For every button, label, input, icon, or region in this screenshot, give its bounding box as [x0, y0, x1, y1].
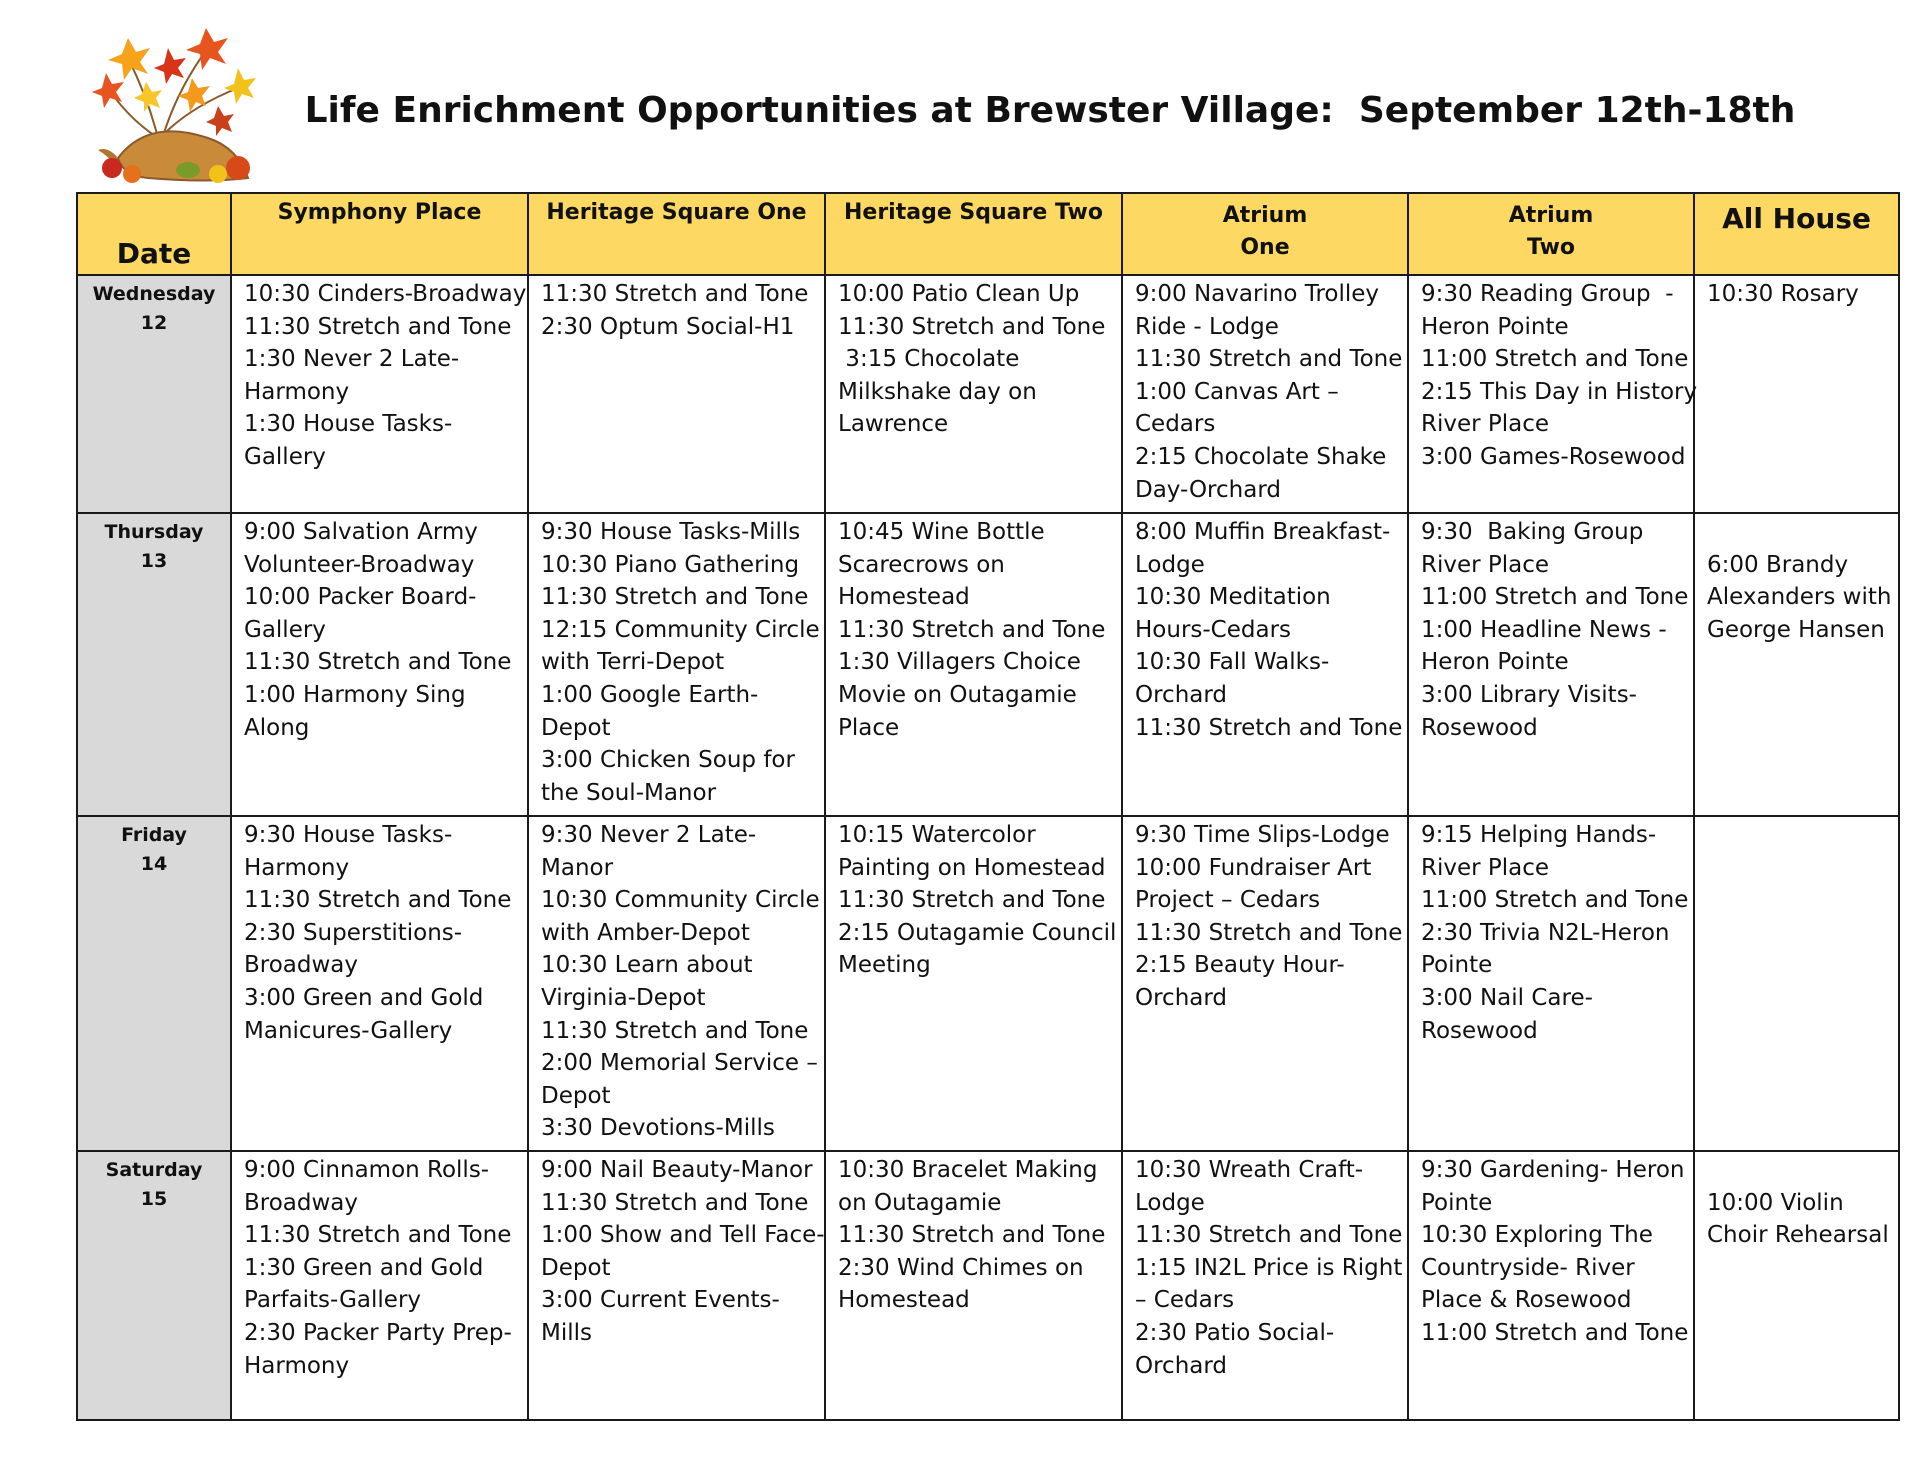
- activity-line: 2:15 Chocolate Shake: [1135, 443, 1387, 470]
- activity-line: 10:30 Cinders-Broadway: [244, 281, 527, 307]
- activity-line: 10:00 Packer Board-: [244, 584, 477, 611]
- activity-line: Milkshake day on: [838, 378, 1037, 405]
- activity-line: 11:30 Stretch and Tone: [838, 313, 1106, 340]
- table-row: [77, 513, 1899, 816]
- activity-line: Place: [838, 714, 900, 741]
- activity-line: 11:30 Stretch and Tone: [1135, 714, 1403, 741]
- activity-line: 1:30 House Tasks-: [244, 411, 453, 438]
- activity-line: 2:15 Beauty Hour-: [1135, 952, 1345, 979]
- schedule-table: [76, 192, 1900, 1421]
- activity-line: Manicures-Gallery: [244, 1017, 453, 1044]
- activity-line: 10:30 Community Circle: [541, 887, 820, 914]
- day-name: Saturday: [105, 1159, 203, 1181]
- activity-line: 2:30 Wind Chimes on: [838, 1254, 1084, 1281]
- activity-line: 11:30 Stretch and Tone: [244, 1222, 512, 1249]
- table-row: [77, 1151, 1899, 1420]
- activity-line: 8:00 Muffin Breakfast-: [1135, 519, 1391, 545]
- day-number: 12: [140, 312, 168, 334]
- activity-line: 12:15 Community Circle: [541, 616, 820, 643]
- header-symphony-place: Symphony Place: [231, 193, 528, 275]
- activity-line: Harmony: [244, 378, 350, 405]
- activity-line: Rosewood: [1421, 1017, 1538, 1044]
- schedule-cell-atrium1: [1122, 275, 1408, 513]
- activity-line: – Cedars: [1135, 1287, 1235, 1314]
- activity-line: Broadway: [244, 1189, 359, 1216]
- activity-line: Gallery: [244, 443, 326, 470]
- schedule-cell-heritage2: [825, 1151, 1122, 1420]
- activity-line: Volunteer-Broadway: [244, 551, 475, 578]
- day-number: 14: [140, 853, 168, 875]
- activity-line: 3:00 Chicken Soup for: [541, 747, 795, 774]
- activity-line: 3:00 Nail Care-: [1421, 984, 1593, 1011]
- activity-line: 10:30 Exploring The: [1421, 1222, 1653, 1249]
- activity-line: [1707, 1154, 1890, 1187]
- activity-line: Orchard: [1135, 984, 1228, 1011]
- activity-line: 3:30 Devotions-Mills: [541, 1115, 775, 1142]
- activity-line: Place & Rosewood: [1421, 1287, 1632, 1314]
- header-atrium-two: [1408, 193, 1694, 275]
- page-title: Life Enrichment Opportunities at Brewster Village: September 12th-18th: [304, 90, 1796, 131]
- schedule-cell-allhouse: [1694, 275, 1899, 513]
- header-heritage-square-two: Heritage Square Two: [825, 193, 1122, 275]
- activity-line: Manor: [541, 854, 614, 881]
- activity-line: 11:30 Stretch and Tone: [838, 887, 1106, 914]
- activity-line: 9:30 Baking Group: [1421, 519, 1644, 545]
- activity-line: Movie on Outagamie: [838, 681, 1077, 708]
- activity-line: 9:00 Cinnamon Rolls-: [244, 1157, 490, 1183]
- schedule-cell-allhouse: [1694, 513, 1899, 816]
- activity-line: Orchard: [1135, 1352, 1228, 1379]
- header-atrium-two-line2: Two: [1526, 235, 1576, 260]
- activity-line: 11:30 Stretch and Tone: [541, 584, 809, 611]
- activity-line: Harmony: [244, 1352, 350, 1379]
- activity-line: Countryside- River: [1421, 1254, 1635, 1281]
- activity-line: 1:00 Headline News -: [1421, 616, 1667, 643]
- activity-line: 11:30 Stretch and Tone: [244, 649, 512, 676]
- activity-line: 3:00 Current Events-: [541, 1287, 780, 1314]
- schedule-cell-allhouse: [1694, 1151, 1899, 1420]
- activity-line: 1:00 Google Earth-: [541, 681, 759, 708]
- activity-line: Choir Rehearsal: [1707, 1222, 1889, 1249]
- activity-line: River Place: [1421, 854, 1550, 881]
- activity-line: River Place: [1421, 411, 1550, 438]
- activity-line: Cedars: [1135, 411, 1216, 438]
- activity-line: 10:30 Learn about: [541, 952, 753, 979]
- activity-line: 2:30 Patio Social-: [1135, 1319, 1335, 1346]
- activity-line: 6:00 Brandy: [1707, 551, 1849, 578]
- activity-line: 1:00 Show and Tell Face-: [541, 1222, 825, 1249]
- activity-line: Meeting: [838, 952, 931, 979]
- activity-line: Homestead: [838, 584, 970, 611]
- schedule-cell-symphony: [231, 275, 528, 513]
- activity-line: 1:15 IN2L Price is Right: [1135, 1254, 1403, 1281]
- activity-line: 9:00 Salvation Army: [244, 519, 478, 545]
- activity-line: Lawrence: [838, 411, 949, 438]
- activity-line: 10:00 Patio Clean Up: [838, 281, 1080, 307]
- schedule-cell-heritage1: [528, 275, 825, 513]
- activity-line: 2:30 Superstitions-: [244, 919, 463, 946]
- activity-line: 1:00 Harmony Sing: [244, 681, 466, 708]
- header-atrium-one-line1: Atrium: [1222, 203, 1308, 228]
- activity-line: Mills: [541, 1319, 592, 1346]
- header-date: Date: [77, 193, 231, 275]
- activity-line: 2:30 Packer Party Prep-: [244, 1319, 512, 1346]
- activity-line: Virginia-Depot: [541, 984, 706, 1011]
- schedule-cell-atrium2: [1408, 1151, 1694, 1420]
- header-atrium-one: [1122, 193, 1408, 275]
- activity-line: 1:00 Canvas Art –: [1135, 378, 1339, 405]
- activity-line: Parfaits-Gallery: [244, 1287, 422, 1314]
- activity-line: Alexanders with: [1707, 584, 1892, 611]
- activity-line: 9:30 Gardening- Heron: [1421, 1157, 1685, 1183]
- activity-line: 11:30 Stretch and Tone: [1135, 346, 1403, 373]
- activity-line: on Outagamie: [838, 1189, 1002, 1216]
- activity-line: Day-Orchard: [1135, 476, 1281, 503]
- activity-line: 10:30 Wreath Craft-: [1135, 1157, 1364, 1183]
- activity-line: Rosewood: [1421, 714, 1538, 741]
- activity-line: 9:30 Time Slips-Lodge: [1135, 822, 1390, 848]
- activity-line: with Terri-Depot: [541, 649, 725, 676]
- activity-line: [1707, 516, 1890, 549]
- activity-line: Scarecrows on: [838, 551, 1005, 578]
- activity-line: 9:00 Nail Beauty-Manor: [541, 1157, 813, 1183]
- activity-line: 11:30 Stretch and Tone: [838, 616, 1106, 643]
- header-atrium-one-line2: One: [1240, 235, 1290, 260]
- schedule-cell-atrium1: [1122, 513, 1408, 816]
- activity-line: 11:00 Stretch and Tone: [1421, 584, 1689, 611]
- activity-line: 11:30 Stretch and Tone: [541, 281, 809, 307]
- activity-line: 11:00 Stretch and Tone: [1421, 346, 1689, 373]
- header-row: [77, 193, 1899, 275]
- day-name: Thursday: [104, 521, 204, 543]
- activity-line: 3:00 Library Visits-: [1421, 681, 1637, 708]
- activity-line: 10:00 Violin: [1707, 1189, 1844, 1216]
- activity-line: Depot: [541, 714, 611, 741]
- table-row: [77, 816, 1899, 1151]
- activity-line: the Soul-Manor: [541, 779, 717, 806]
- activity-line: Project – Cedars: [1135, 887, 1321, 914]
- activity-line: 10:30 Piano Gathering: [541, 551, 800, 578]
- activity-line: Heron Pointe: [1421, 313, 1569, 340]
- schedule-cell-atrium1: [1122, 816, 1408, 1151]
- schedule-cell-heritage2: [825, 513, 1122, 816]
- activity-line: Depot: [541, 1082, 611, 1109]
- activity-line: 11:30 Stretch and Tone: [541, 1017, 809, 1044]
- activity-line: Painting on Homestead: [838, 854, 1106, 881]
- autumn-cornucopia-icon: [88, 18, 260, 188]
- day-cell: [77, 275, 231, 513]
- activity-line: 10:30 Fall Walks-: [1135, 649, 1330, 676]
- activity-line: 9:15 Helping Hands-: [1421, 822, 1657, 848]
- schedule-cell-allhouse: [1694, 816, 1899, 1151]
- day-name: Friday: [121, 824, 187, 846]
- activity-line: Ride - Lodge: [1135, 313, 1279, 340]
- activity-line: Hours-Cedars: [1135, 616, 1292, 643]
- schedule-cell-heritage2: [825, 816, 1122, 1151]
- activity-line: 9:00 Navarino Trolley: [1135, 281, 1380, 307]
- activity-line: Pointe: [1421, 1189, 1493, 1216]
- activity-line: 2:15 This Day in History: [1421, 378, 1698, 405]
- activity-line: 3:00 Games-Rosewood: [1421, 443, 1686, 470]
- schedule-cell-atrium2: [1408, 816, 1694, 1151]
- schedule-cell-symphony: [231, 816, 528, 1151]
- day-cell: [77, 816, 231, 1151]
- activity-line: Homestead: [838, 1287, 970, 1314]
- activity-line: Pointe: [1421, 952, 1493, 979]
- activity-line: 3:00 Green and Gold: [244, 984, 484, 1011]
- day-number: 15: [140, 1188, 168, 1210]
- activity-line: with Amber-Depot: [541, 919, 750, 946]
- day-cell: [77, 513, 231, 816]
- activity-line: 3:15 Chocolate: [838, 346, 1020, 373]
- activity-line: 2:00 Memorial Service –: [541, 1050, 818, 1077]
- schedule-cell-atrium2: [1408, 513, 1694, 816]
- day-number: 13: [140, 550, 168, 572]
- table-row: [77, 275, 1899, 513]
- header-heritage-square-one: Heritage Square One: [528, 193, 825, 275]
- activity-line: 11:30 Stretch and Tone: [541, 1189, 809, 1216]
- activity-line: 1:30 Villagers Choice: [838, 649, 1081, 676]
- activity-line: 1:30 Green and Gold: [244, 1254, 484, 1281]
- activity-line: 11:30 Stretch and Tone: [1135, 1222, 1403, 1249]
- activity-line: Depot: [541, 1254, 611, 1281]
- activity-line: 10:30 Meditation: [1135, 584, 1331, 611]
- header-all-house: All House: [1694, 193, 1899, 275]
- activity-line: Along: [244, 714, 310, 741]
- schedule-cell-heritage1: [528, 816, 825, 1151]
- activity-line: Heron Pointe: [1421, 649, 1569, 676]
- activity-line: 11:30 Stretch and Tone: [244, 313, 512, 340]
- activity-line: 10:15 Watercolor: [838, 822, 1036, 848]
- day-cell: [77, 1151, 231, 1420]
- activity-line: Broadway: [244, 952, 359, 979]
- activity-line: 2:30 Trivia N2L-Heron: [1421, 919, 1670, 946]
- activity-line: River Place: [1421, 551, 1550, 578]
- activity-line: 11:30 Stretch and Tone: [838, 1222, 1106, 1249]
- activity-line: Lodge: [1135, 1189, 1205, 1216]
- activity-line: 11:00 Stretch and Tone: [1421, 1319, 1689, 1346]
- schedule-cell-atrium2: [1408, 275, 1698, 513]
- schedule-cell-heritage1: [528, 1151, 825, 1420]
- day-name: Wednesday: [92, 283, 216, 305]
- activity-line: 11:30 Stretch and Tone: [1135, 919, 1403, 946]
- activity-line: 2:30 Optum Social-H1: [541, 313, 795, 340]
- activity-line: 1:30 Never 2 Late-: [244, 346, 460, 373]
- activity-line: 10:30 Rosary: [1707, 281, 1859, 307]
- activity-line: 9:30 House Tasks-: [244, 822, 453, 848]
- activity-line: 10:45 Wine Bottle: [838, 519, 1045, 545]
- activity-line: 11:30 Stretch and Tone: [244, 887, 512, 914]
- activity-line: 9:30 Reading Group -: [1421, 281, 1674, 307]
- schedule-cell-atrium1: [1122, 1151, 1408, 1420]
- activity-line: Orchard: [1135, 681, 1228, 708]
- activity-line: 2:15 Outagamie Council: [838, 919, 1117, 946]
- activity-line: 10:30 Bracelet Making: [838, 1157, 1098, 1183]
- activity-line: 9:30 House Tasks-Mills: [541, 519, 801, 545]
- activity-line: Lodge: [1135, 551, 1205, 578]
- schedule-cell-heritage1: [528, 513, 825, 816]
- schedule-cell-heritage2: [825, 275, 1122, 513]
- schedule-cell-symphony: [231, 1151, 528, 1420]
- activity-line: Harmony: [244, 854, 350, 881]
- activity-line: 11:00 Stretch and Tone: [1421, 887, 1689, 914]
- activity-line: Gallery: [244, 616, 326, 643]
- activity-line: 10:00 Fundraiser Art: [1135, 854, 1372, 881]
- schedule-cell-symphony: [231, 513, 528, 816]
- header-atrium-two-line1: Atrium: [1508, 203, 1594, 228]
- activity-line: George Hansen: [1707, 616, 1885, 643]
- activity-line: 9:30 Never 2 Late-: [541, 822, 757, 848]
